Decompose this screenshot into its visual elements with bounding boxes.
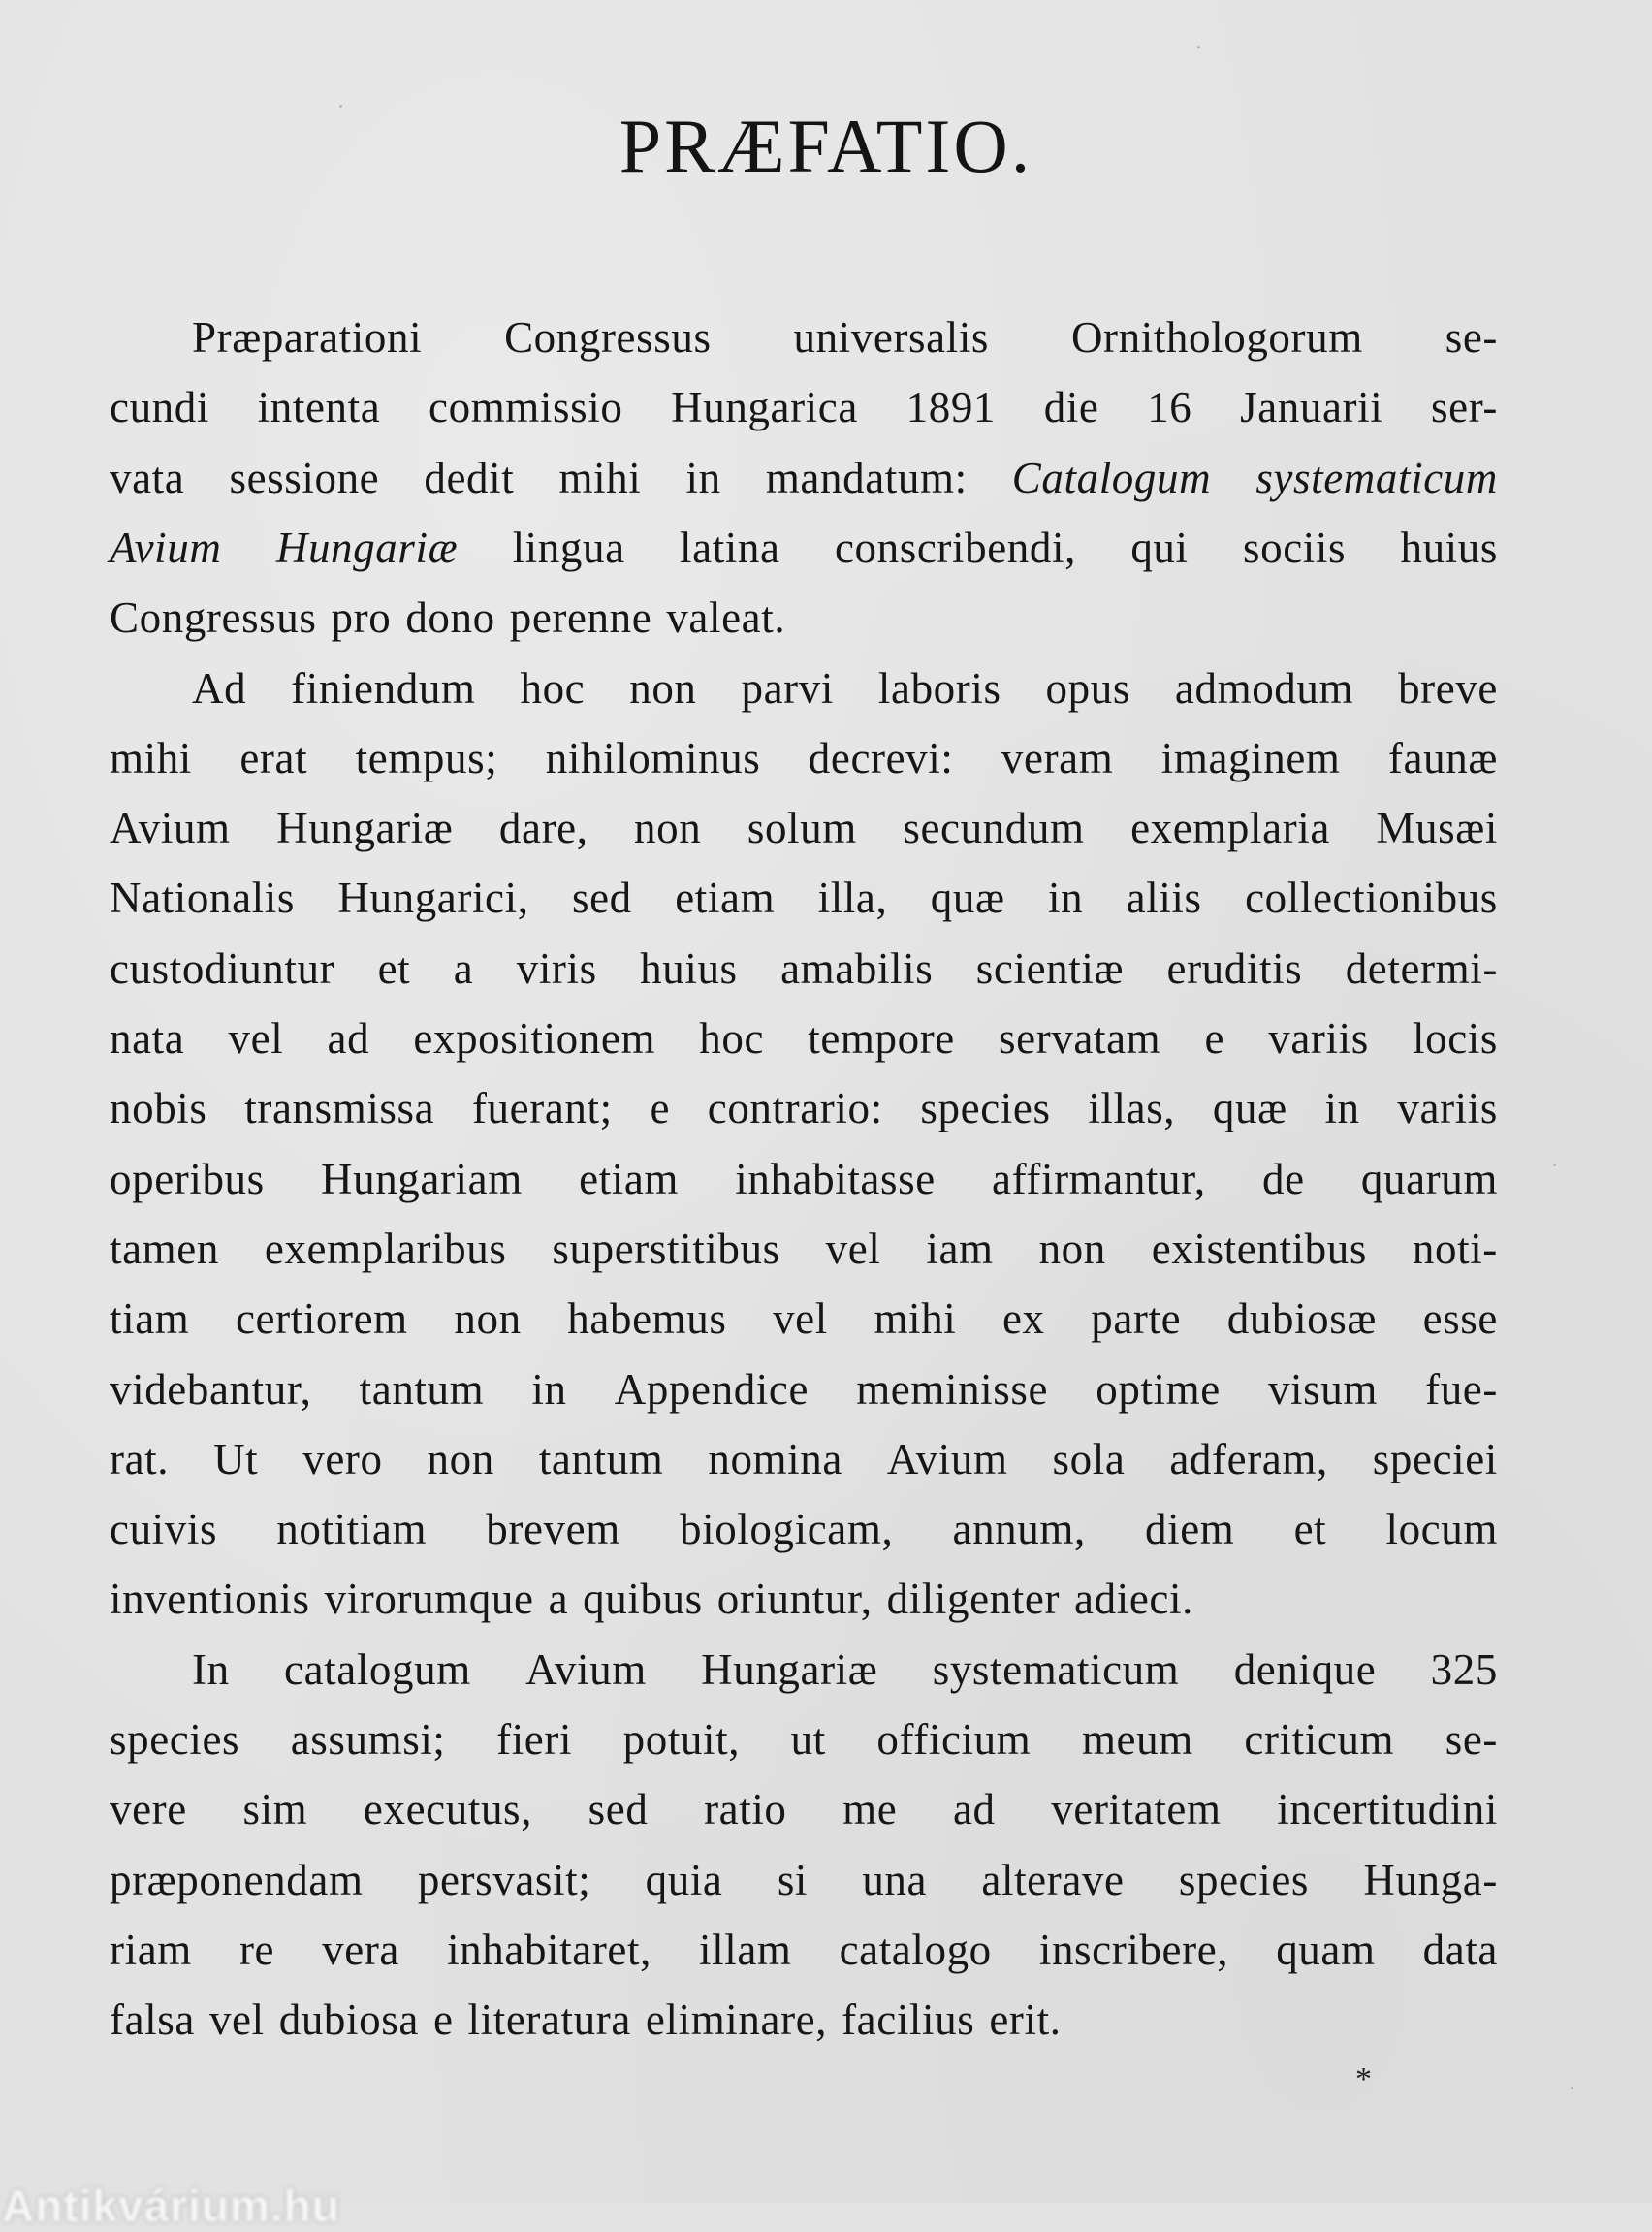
text-line: præponendam persvasit; quia si una alterave species Hunga- [110, 1855, 1498, 1904]
text-line: cuivis notitiam brevem biologicam, annum, diem et locum [110, 1505, 1498, 1554]
text-line: videbantur, tantum in Appendice meminisse optime visum fue- [110, 1364, 1498, 1414]
watermark-text: Antikvárium.hu [2, 2181, 340, 2231]
paper-speck [1197, 46, 1200, 48]
text-line: Ad finiendum hoc non parvi laboris opus admodum breve [192, 663, 1498, 713]
text-line: nata vel ad expositionem hoc tempore servatam e variis locis [110, 1014, 1498, 1063]
text-line: inventionis virorumque a quibus oriuntur, diligenter adieci. [110, 1575, 1193, 1624]
text-line: Avium Hungariæ lingua latina conscribendi, qui sociis huius [110, 523, 1498, 572]
text-line: vere sim executus, sed ratio me ad veritatem incertitudini [110, 1785, 1498, 1834]
paper-speck [339, 105, 342, 108]
text-line: riam re vera inhabitaret, illam catalogo inscribere, quam data [110, 1925, 1498, 1974]
paper-speck [1553, 1164, 1556, 1166]
text-line: rat. Ut vero non tantum nomina Avium sola adferam, speciei [110, 1434, 1498, 1483]
text-line: custodiuntur et a viris huius amabilis scientiæ eruditis determi- [110, 943, 1498, 993]
text-line: Nationalis Hungarici, sed etiam illa, quæ in aliis collectionibus [110, 874, 1498, 923]
text-line: Præparationi Congressus universalis Ornithologorum se- [192, 313, 1498, 362]
page-title: PRÆFATIO. [619, 104, 1033, 188]
text-line: species assumsi; fieri potuit, ut officium meum criticum se- [110, 1715, 1498, 1764]
text-line: cundi intenta commissio Hungarica 1891 die 16 Januarii ser- [110, 383, 1498, 432]
text-line: mihi erat tempus; nihilominus decrevi: veram imaginem faunæ [110, 733, 1498, 782]
paper-speck [1571, 2087, 1573, 2089]
text-line: operibus Hungariam etiam inhabitasse affirmantur, de quarum [110, 1154, 1498, 1203]
text-line: nobis transmissa fuerant; e contrario: species illas, quæ in variis [110, 1084, 1498, 1133]
text-line: Avium Hungariæ dare, non solum secundum exemplaria Musæi [110, 804, 1498, 853]
text-line: In catalogum Avium Hungariæ systematicum denique 325 [192, 1644, 1498, 1694]
text-line: vata sessione dedit mihi in mandatum: Catalogum systematicum [110, 453, 1498, 502]
text-line: Congressus pro dono perenne valeat. [110, 593, 786, 643]
text-line: tamen exemplaribus superstitibus vel iam non existentibus noti- [110, 1224, 1498, 1273]
text-line: tiam certiorem non habemus vel mihi ex parte dubiosæ esse [110, 1294, 1498, 1344]
end-mark-asterisk: * [1355, 2061, 1372, 2097]
text-line: falsa vel dubiosa e literatura eliminare, facilius erit. [110, 1995, 1062, 2045]
